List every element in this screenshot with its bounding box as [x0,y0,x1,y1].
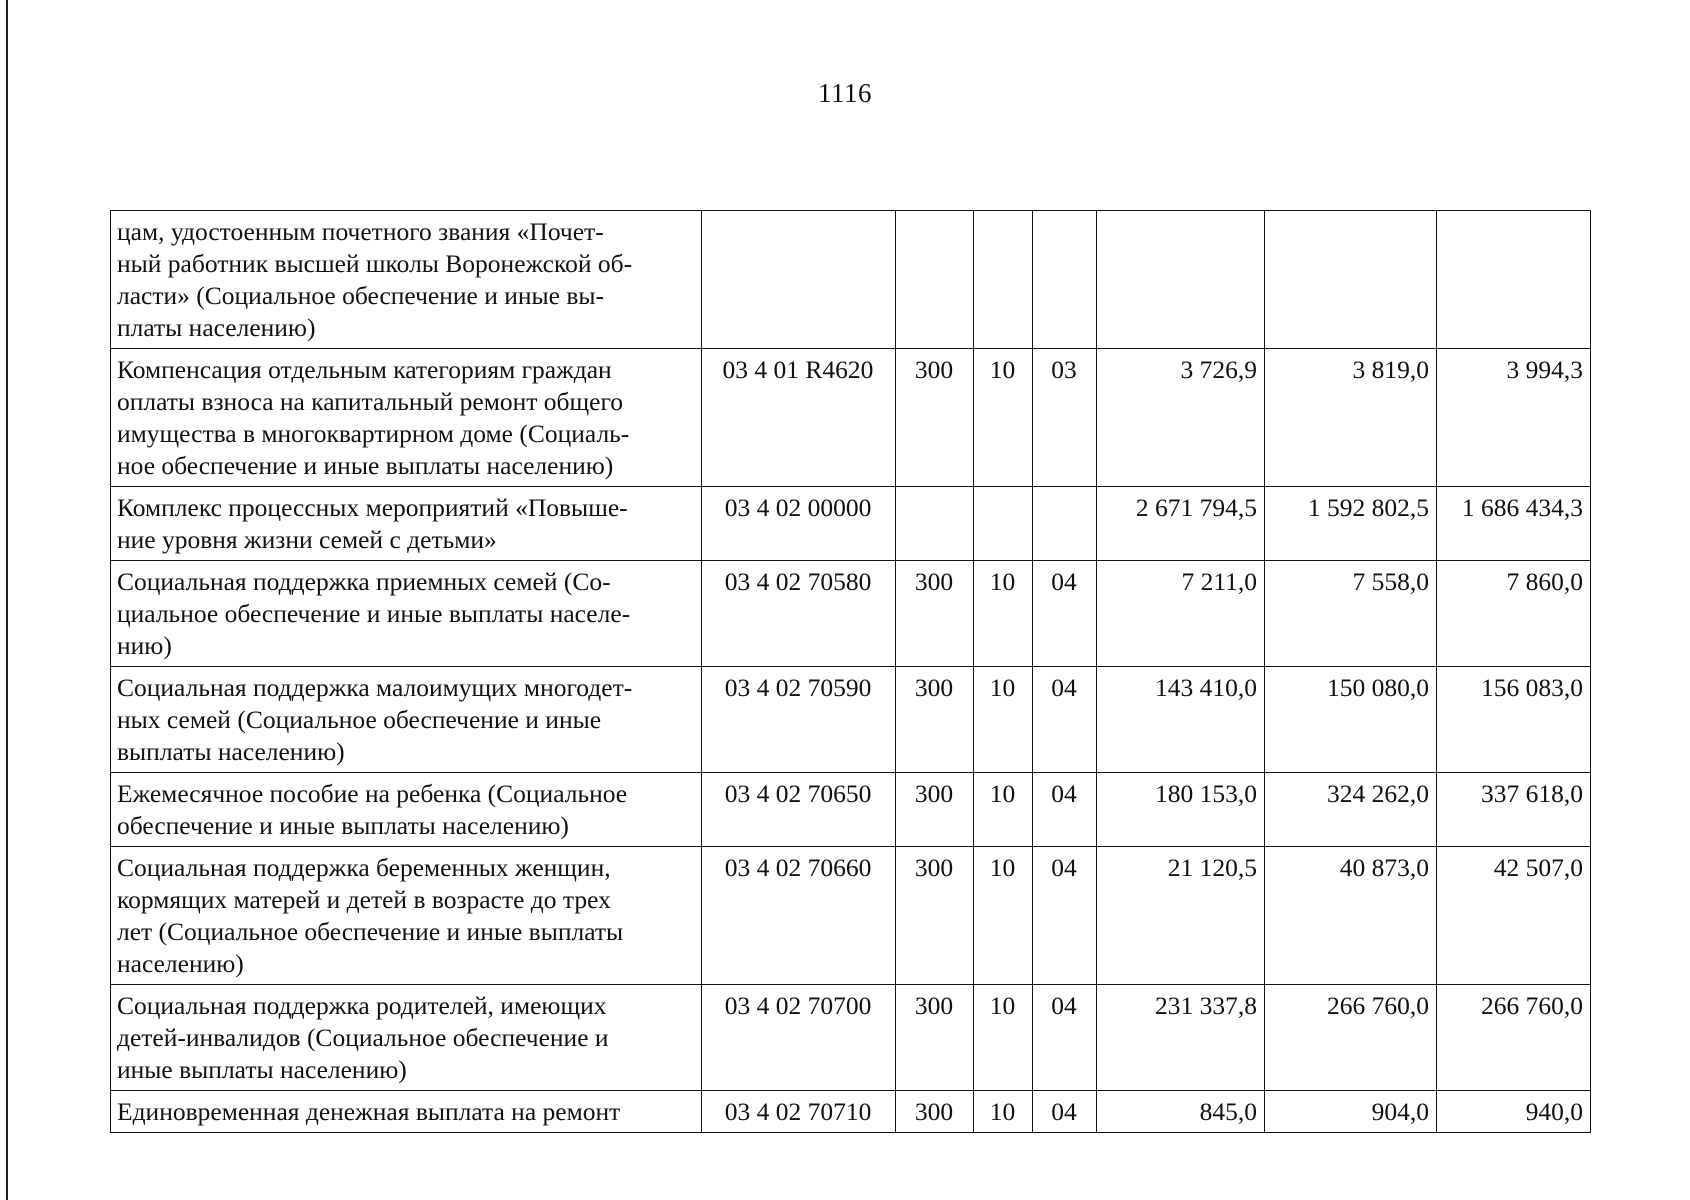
table-row [111,349,1591,487]
amount-year-2: 150 080,0 [1265,667,1437,773]
section-code: 10 [974,985,1033,1091]
amount-year-1: 7 211,0 [1097,561,1265,667]
section-code: 10 [974,561,1033,667]
section-code: 10 [974,847,1033,985]
subsection-code: 04 [1033,847,1097,985]
table-row [111,773,1591,847]
description-line: Социальная поддержка приемных семей (Со- [117,567,611,596]
expense-type-code: 300 [896,985,974,1091]
amount-year-3: 156 083,0 [1437,667,1591,773]
target-article-code: 03 4 02 70650 [702,773,896,847]
description-line: ласти» (Социальное обеспечение и иные вы- [117,281,605,310]
subsection-code: 04 [1033,773,1097,847]
description-line: выплаты населению) [117,737,345,766]
section-code [974,487,1033,561]
description-line: Единовременная денежная выплата на ремонт [117,1097,621,1126]
target-article-code: 03 4 02 70700 [702,985,896,1091]
amount-year-3: 266 760,0 [1437,985,1591,1091]
amount-year-2: 1 592 802,5 [1265,487,1437,561]
amount-year-1: 231 337,8 [1097,985,1265,1091]
target-article-code: 03 4 02 70580 [702,561,896,667]
row-description [111,985,702,1091]
amount-year-1: 2 671 794,5 [1097,487,1265,561]
subsection-code: 04 [1033,561,1097,667]
target-article-code: 03 4 02 70660 [702,847,896,985]
target-article-code: 03 4 02 70710 [702,1091,896,1133]
amount-year-2: 3 819,0 [1265,349,1437,487]
amount-year-3: 1 686 434,3 [1437,487,1591,561]
row-description [111,847,702,985]
row-description [111,561,702,667]
budget-table [110,210,1591,1133]
section-code: 10 [974,1091,1033,1133]
description-line: Компенсация отдельным категориям граждан [117,355,612,384]
table-row [111,847,1591,985]
description-line: ние уровня жизни семей с детьми» [117,525,497,554]
amount-year-3: 3 994,3 [1437,349,1591,487]
amount-year-3 [1437,211,1591,349]
description-line: цам, удостоенным почетного звания «Почет- [117,217,604,246]
expense-type-code: 300 [896,847,974,985]
description-line: иные выплаты населению) [117,1055,407,1084]
amount-year-1 [1097,211,1265,349]
table-body [111,211,1591,1133]
description-line: имущества в многоквартирном доме (Социаль- [117,419,630,448]
expense-type-code: 300 [896,667,974,773]
description-line: циальное обеспечение и иные выплаты населе- [117,599,631,628]
description-line: ных семей (Социальное обеспечение и иные [117,705,602,734]
row-description [111,487,702,561]
expense-type-code: 300 [896,349,974,487]
row-description [111,349,702,487]
description-line: кормящих матерей и детей в возрасте до трех [117,885,611,914]
description-line: Ежемесячное пособие на ребенка (Социальное [117,779,628,808]
description-line: обеспечение и иные выплаты населению) [117,811,569,840]
row-description [111,773,702,847]
subsection-code [1033,487,1097,561]
subsection-code: 04 [1033,667,1097,773]
expense-type-code: 300 [896,1091,974,1133]
amount-year-2: 324 262,0 [1265,773,1437,847]
expense-type-code [896,211,974,349]
description-line: Комплекс процессных мероприятий «Повыше- [117,493,628,522]
scan-edge-line [6,0,8,1200]
amount-year-1: 3 726,9 [1097,349,1265,487]
table-row [111,667,1591,773]
description-line: Социальная поддержка родителей, имеющих [117,991,607,1020]
table-row [111,561,1591,667]
description-line: населению) [117,949,244,978]
description-line: Социальная поддержка беременных женщин, [117,853,611,882]
target-article-code: 03 4 01 R4620 [702,349,896,487]
section-code: 10 [974,773,1033,847]
expense-type-code: 300 [896,561,974,667]
subsection-code: 04 [1033,985,1097,1091]
amount-year-3: 337 618,0 [1437,773,1591,847]
row-description [111,211,702,349]
target-article-code: 03 4 02 70590 [702,667,896,773]
row-description [111,1091,702,1133]
table-row [111,487,1591,561]
row-description [111,667,702,773]
amount-year-2: 904,0 [1265,1091,1437,1133]
amount-year-1: 143 410,0 [1097,667,1265,773]
amount-year-3: 42 507,0 [1437,847,1591,985]
description-line: ное обеспечение и иные выплаты населению) [117,451,614,480]
table-row [111,211,1591,349]
description-line: лет (Социальное обеспечение и иные выплаты [117,917,624,946]
amount-year-2 [1265,211,1437,349]
amount-year-2: 266 760,0 [1265,985,1437,1091]
page-number: 1116 [818,78,872,108]
description-line: платы населению) [117,313,316,342]
subsection-code: 04 [1033,1091,1097,1133]
amount-year-1: 180 153,0 [1097,773,1265,847]
amount-year-3: 7 860,0 [1437,561,1591,667]
amount-year-2: 40 873,0 [1265,847,1437,985]
amount-year-1: 21 120,5 [1097,847,1265,985]
subsection-code: 03 [1033,349,1097,487]
amount-year-3: 940,0 [1437,1091,1591,1133]
target-article-code: 03 4 02 00000 [702,487,896,561]
description-line: ный работник высшей школы Воронежской об- [117,249,633,278]
description-line: оплаты взноса на капитальный ремонт общего [117,387,624,416]
description-line: детей-инвалидов (Социальное обеспечение и [117,1023,609,1052]
section-code [974,211,1033,349]
target-article-code [702,211,896,349]
table-row [111,1091,1591,1133]
description-line: нию) [117,631,172,660]
table-row [111,985,1591,1091]
section-code: 10 [974,349,1033,487]
section-code: 10 [974,667,1033,773]
description-line: Социальная поддержка малоимущих многодет- [117,673,633,702]
amount-year-2: 7 558,0 [1265,561,1437,667]
expense-type-code [896,487,974,561]
subsection-code [1033,211,1097,349]
amount-year-1: 845,0 [1097,1091,1265,1133]
expense-type-code: 300 [896,773,974,847]
